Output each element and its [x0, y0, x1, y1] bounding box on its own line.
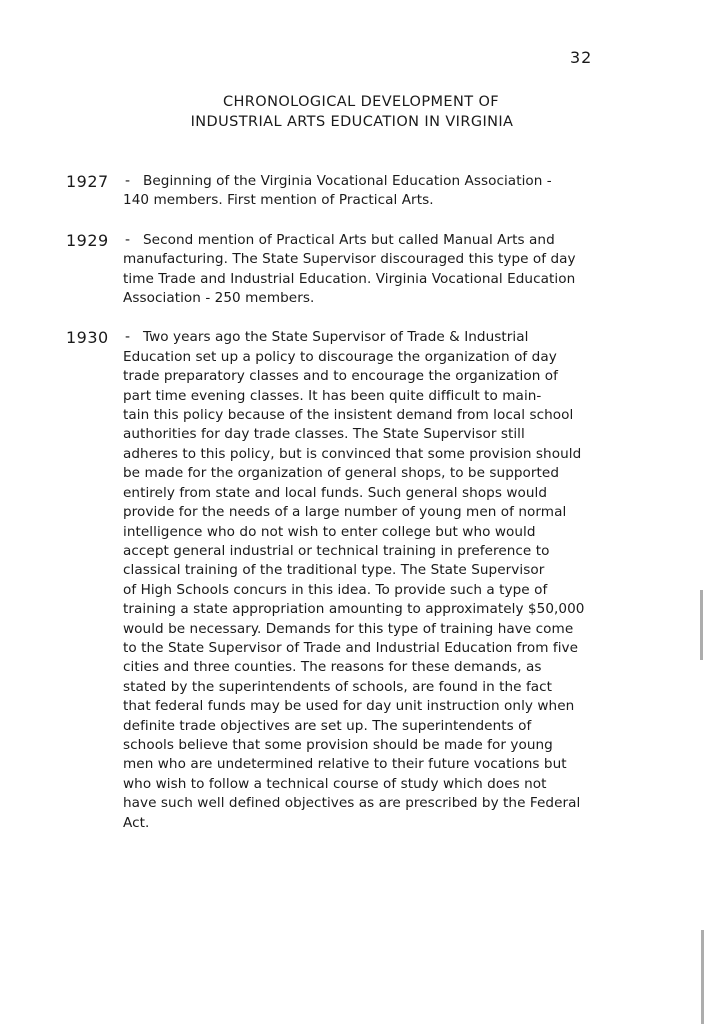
- entry-text-line: intelligence who do not wish to enter college but who would: [123, 523, 536, 540]
- entry-dash: -: [125, 329, 131, 346]
- entry-text-line: Second mention of Practical Arts but called Manual Arts and: [143, 231, 555, 248]
- entry-text: [123, 328, 666, 833]
- entry-text-line: part time evening classes. It has been quite difficult to main-: [123, 387, 542, 404]
- entry-text-line: entirely from state and local funds. Such general shops would: [123, 484, 548, 501]
- entry-year: 1930: [66, 328, 109, 348]
- entry-text: [123, 231, 666, 309]
- entry-text-line: authorities for day trade classes. The State Supervisor still: [123, 426, 525, 443]
- entry-text-line: men who are undetermined relative to their future vocations but: [123, 756, 567, 773]
- entry-text-line: be made for the organization of general shops, to be supported: [123, 465, 560, 482]
- entry-text-line: training a state appropriation amounting to approximately $50,000: [123, 601, 585, 618]
- entry-text-line: accept general industrial or technical training in preference to: [123, 542, 550, 559]
- entry-text-line: Education set up a policy to discourage the organization of day: [123, 348, 557, 365]
- entry-year: 1927: [66, 172, 109, 191]
- entry-text-line: schools believe that some provision should be made for young: [123, 736, 553, 753]
- title-line-2: INDUSTRIAL ARTS EDUCATION IN VIRGINIA: [190, 114, 514, 130]
- entry-text-line: Association - 250 members.: [123, 290, 315, 307]
- entry-text-line: would be necessary. Demands for this type of training have come: [123, 620, 574, 637]
- entry-text-line: of High Schools concurs in this idea. To provide such a type of: [123, 581, 548, 598]
- entry-text-line: definite trade objectives are set up. The superintendents of: [123, 717, 532, 734]
- entry-text: [123, 172, 666, 211]
- page-number: 32: [570, 48, 593, 67]
- chronology-entry: [66, 328, 666, 833]
- entry-text-line: Act.: [123, 814, 150, 831]
- entry-text-line: have such well defined objectives as are prescribed by the Federal: [123, 795, 581, 812]
- page-title: [0, 92, 704, 132]
- chronology-list: [66, 172, 666, 853]
- title-line-1: CHRONOLOGICAL DEVELOPMENT OF: [222, 94, 500, 110]
- entry-text-line: Two years ago the State Supervisor of Trade & Industrial: [143, 329, 529, 346]
- entry-text-line: trade preparatory classes and to encourage the organization of: [123, 368, 558, 385]
- entry-text-line: Beginning of the Virginia Vocational Education Association -: [143, 173, 552, 189]
- entry-text-line: who wish to follow a technical course of study which does not: [123, 775, 547, 792]
- entry-text-line: to the State Supervisor of Trade and Industrial Education from five: [123, 639, 579, 656]
- entry-text-line: provide for the needs of a large number of young men of normal: [123, 504, 567, 521]
- entry-dash: -: [125, 173, 131, 189]
- entry-text-line: manufacturing. The State Supervisor discouraged this type of day: [123, 251, 576, 268]
- scan-edge-mark: [700, 590, 703, 660]
- entry-year: 1929: [66, 230, 109, 250]
- entry-text-line: adheres to this policy, but is convinced that some provision should: [123, 445, 582, 462]
- chronology-entry: [66, 172, 666, 211]
- entry-text-line: classical training of the traditional type. The State Supervisor: [123, 562, 545, 579]
- entry-text-line: stated by the superintendents of schools, are found in the fact: [123, 678, 553, 695]
- entry-text-line: cities and three counties. The reasons for these demands, as: [123, 659, 542, 676]
- entry-text-line: tain this policy because of the insistent demand from local school: [123, 407, 574, 424]
- chronology-entry: [66, 231, 666, 309]
- entry-dash: -: [125, 231, 131, 248]
- entry-text-line: time Trade and Industrial Education. Virginia Vocational Education: [123, 270, 576, 287]
- entry-text-line: that federal funds may be used for day unit instruction only when: [123, 698, 575, 715]
- entry-text-line: 140 members. First mention of Practical Arts.: [123, 192, 434, 209]
